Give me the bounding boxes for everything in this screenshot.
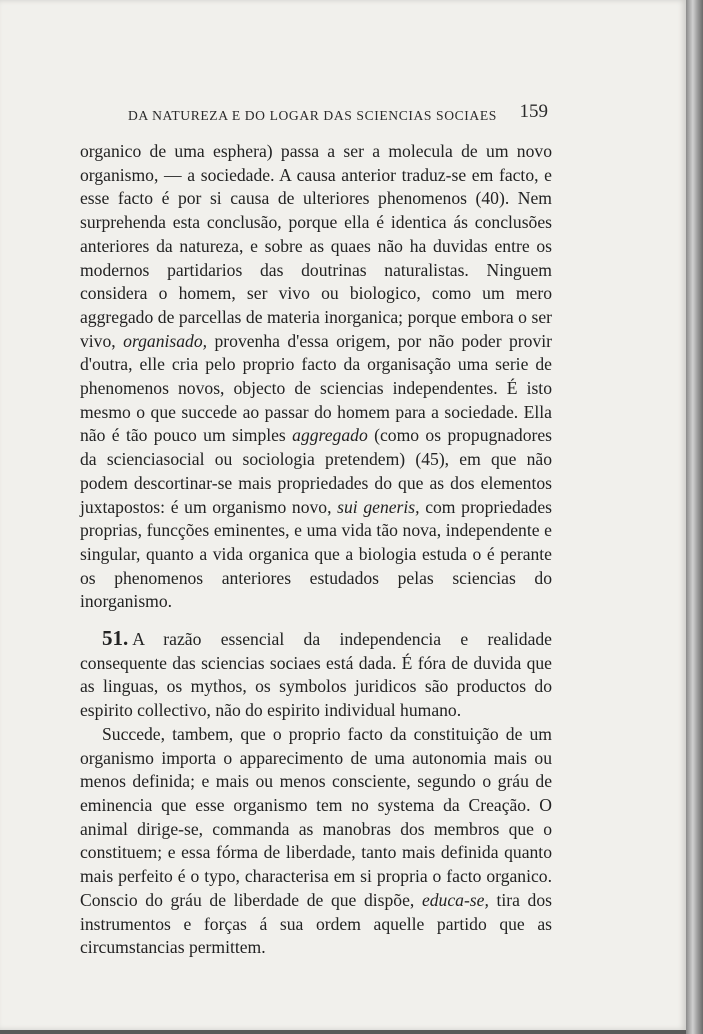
body-text: [80, 140, 552, 960]
paragraph-2: 51. A razão essencial da independencia e realidade consequente das sciencias sociaes está dada. É fóra de duvida que as linguas, os mythos, os symbolos juridicos são productos do espirito collectivo, não do espirito individual humano.: [80, 626, 552, 721]
emphasis: sui generis,: [337, 496, 420, 517]
emphasis: educa-se,: [421, 889, 489, 910]
section-number: 51.: [102, 626, 129, 651]
emphasis: aggregado: [292, 425, 368, 446]
paragraph-3: Succede, tambem, que o proprio facto da constituição de um organismo importa o apparecimento de uma autonomia mais ou menos definida; e mais ou menos consciente, segundo o gráu de eminencia que esse organismo tem no systema da Creação. O animal dirige-se, commanda as manobras dos membros que o constituem; e essa fórma de liberdade, tanto mais definida quanto mais perfeito é o typo, characterisa em si propria o facto organico. Conscio do gráu de liberdade de que dispõe, educa-se, tira dos instrumentos e forças á sua ordem aquelle partido que as circumstancias permittem.: [80, 723, 552, 958]
running-head: DA NATUREZA E DO LOGAR DAS SCIENCIAS SOCIAES: [128, 108, 497, 123]
book-page-edges: [686, 0, 703, 1034]
emphasis: organisado,: [123, 330, 208, 351]
paragraph-1: organico de uma esphera) passa a ser a molecula de um novo organismo, — a sociedade. A causa anterior traduz-se em facto, e esse facto é por si causa de ulteriores phenomenos (40). Nem surprehenda esta conclusão, porque ella é identica ás conclusões anteriores da natureza, e sobre as quaes não ha duvidas entre os modernos partidarios das doutrinas naturalistas. Ninguem considera o homem, ser vivo ou biologico, como um mero aggregado de parcellas de materia inorganica; porque embora o ser vivo, organisado, provenha d'essa origem, por não poder provir d'outra, elle cria pelo proprio facto da organisação uma serie de phenomenos novos, objecto de sciencias independentes. É isto mesmo o que succede ao passar do homem para a sociedade. Ella não é tão pouco um simples aggregado (como os propugnadores da scienciasocial ou sociologia pretendem) (45), em que não podem descortinar-se mais propriedades do que as dos elementos juxtapostos: é um organismo novo, sui generis, com propriedades proprias, funcções eminentes, e uma vida tão nova, independente e singular, quanto a vida organica que a biologia estuda o é perante os phenomenos anteriores estudados pelas sciencias do inorganismo.: [80, 141, 553, 612]
page-number: 159: [519, 101, 548, 122]
page-header: [128, 101, 548, 131]
